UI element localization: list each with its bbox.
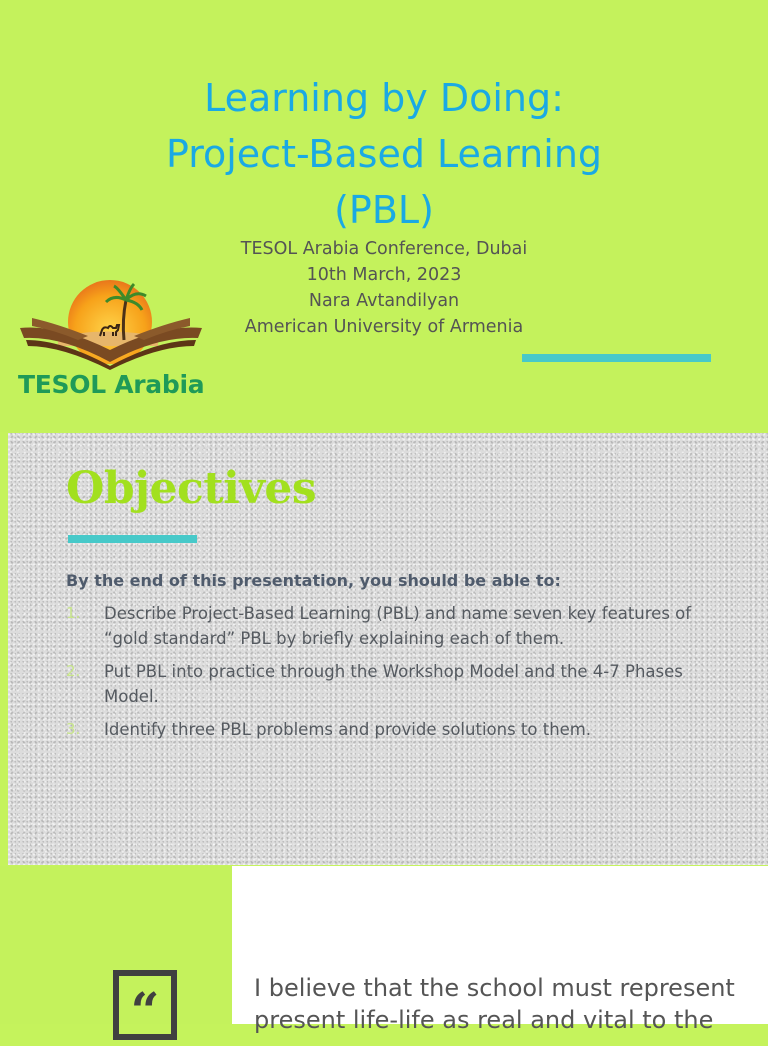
objectives-intro: By the end of this presentation, you should be able to: — [66, 571, 561, 590]
accent-divider — [522, 354, 711, 362]
list-item — [66, 659, 706, 709]
list-item — [66, 717, 706, 742]
quote-icon: “ — [113, 970, 177, 1040]
presenter-affiliation: American University of Armenia — [244, 317, 524, 337]
objectives-slide — [8, 433, 768, 865]
list-number: 2. — [66, 662, 81, 680]
title-line-1: Learning by Doing: — [204, 76, 564, 120]
list-item-text: Describe Project-Based Learning (PBL) and name seven key features of “gold standard” PBL by briefly explaining each of them. — [104, 604, 692, 648]
quote-text: I believe that the school must represent present life-life as real and vital to the — [254, 974, 735, 1034]
objectives-list — [66, 601, 706, 750]
list-number: 1. — [66, 604, 81, 622]
list-item-text: Identify three PBL problems and provide solutions to them. — [104, 720, 592, 739]
conference-name: TESOL Arabia Conference, Dubai — [240, 239, 528, 259]
list-item — [66, 601, 706, 651]
accent-divider — [68, 535, 197, 543]
presenter-name: Nara Avtandilyan — [308, 291, 460, 311]
list-number: 3. — [66, 720, 81, 738]
title-slide — [0, 0, 768, 432]
tesol-arabia-logo — [18, 280, 204, 406]
title-line-2: Project-Based Learning — [165, 132, 603, 176]
objectives-title: Objectives — [66, 463, 317, 514]
conference-date: 10th March, 2023 — [306, 265, 462, 285]
quote-slide — [0, 866, 768, 1040]
logo-graphic — [18, 280, 204, 370]
slide-title — [0, 70, 768, 238]
title-line-3: (PBL) — [334, 188, 434, 232]
logo-wordmark: TESOL Arabia — [18, 370, 205, 399]
list-item-text: Put PBL into practice through the Workshop Model and the 4-7 Phases Model. — [104, 662, 683, 706]
